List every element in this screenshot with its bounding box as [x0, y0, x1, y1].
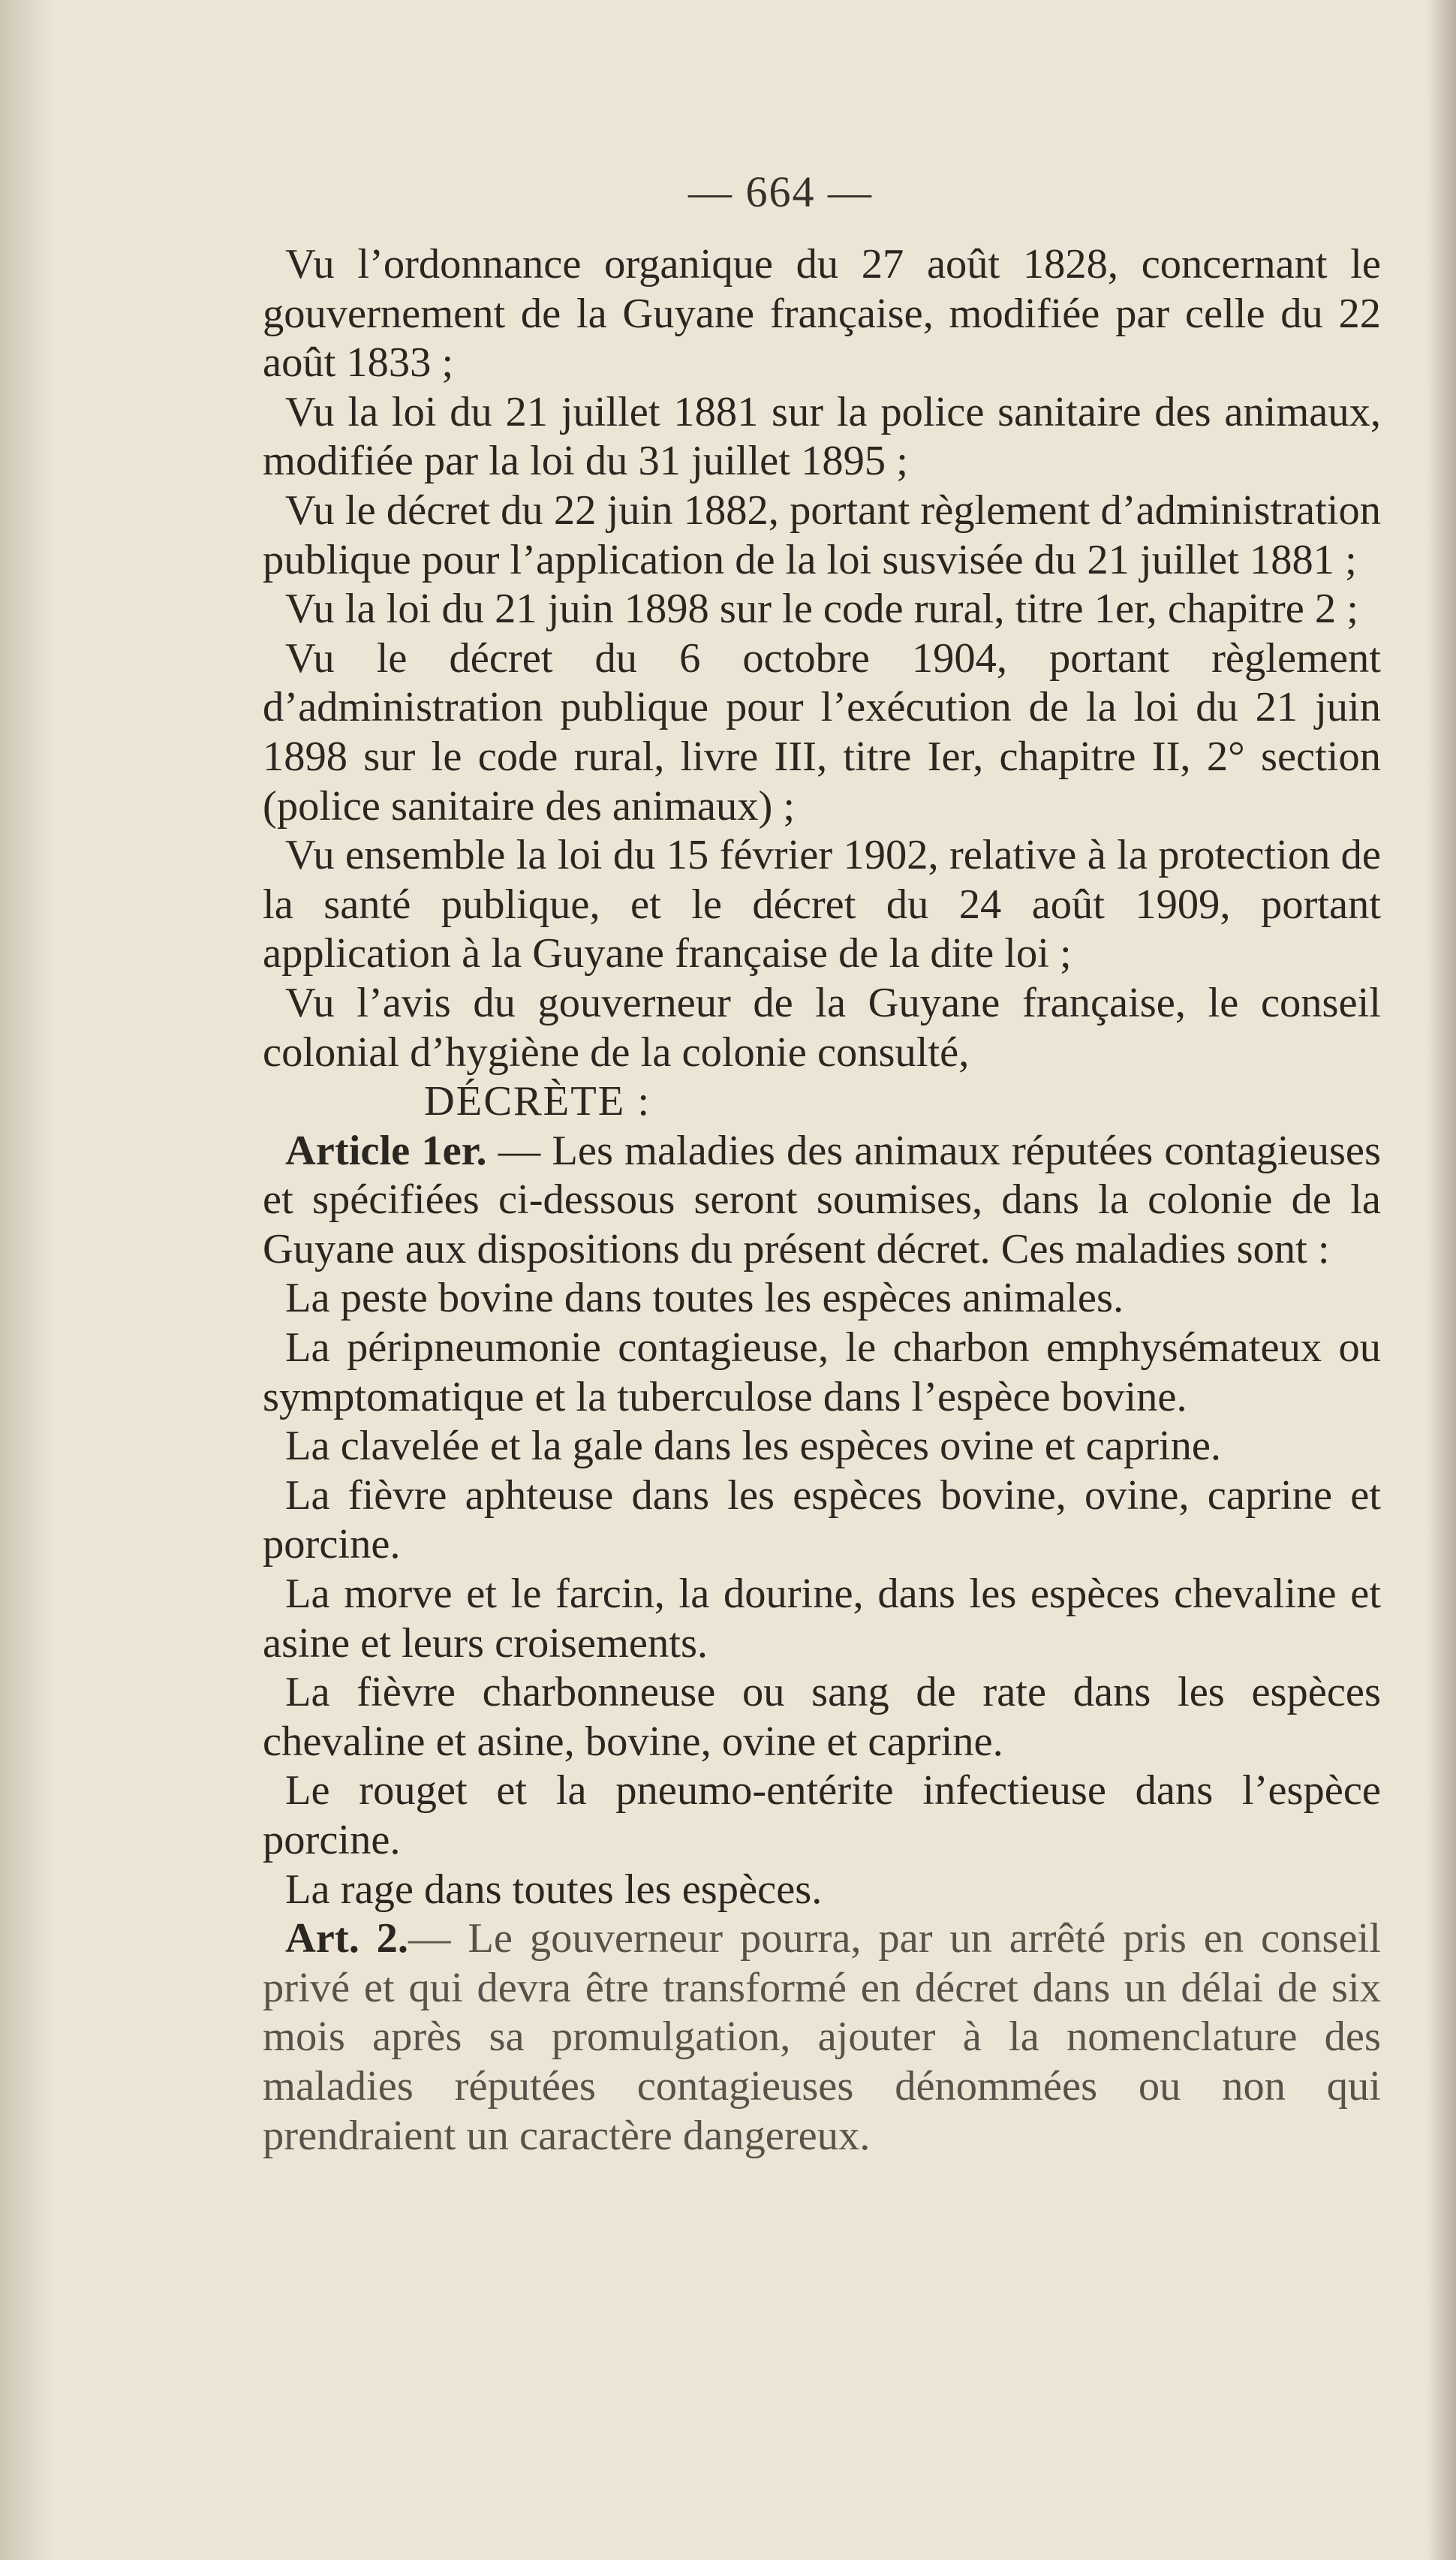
disease-item: La rage dans toutes les espèces.	[285, 1866, 823, 1913]
page-edge-shadow-right	[1426, 0, 1456, 2560]
disease-item: La morve et le farcin, la dourine, dans les espèces chevaline et asine et leurs croisements.	[263, 1571, 1381, 1667]
considerant-paragraph-2: Vu la loi du 21 juillet 1881 sur la police sanitaire des animaux, modifiée par la loi du 31 juillet 1895 ;	[263, 388, 1381, 485]
decree-text	[263, 240, 1381, 2161]
article-2-text: — Le gouverneur pourra, par un arrêté pris en conseil privé et qui devra être transformé en décret dans un délai de six mois après sa promulgation, ajouter à la nomenclature des maladies réputées contagieuses dénommées ou non qui prendraient un caractère dangereux.	[263, 1915, 1381, 2159]
disease-item: La fièvre aphteuse dans les espèces bovine, ovine, caprine et porcine.	[263, 1471, 1381, 1568]
article-2-label: Art. 2.	[285, 1915, 409, 1962]
page-number: — 664 —	[688, 167, 873, 216]
considerant-paragraph-1: Vu l’ordonnance organique du 27 août 1828, concernant le gouvernement de la Guyane française, modifiée par celle du 22 août 1833 ;	[263, 241, 1381, 387]
disease-item: La clavelée et la gale dans les espèces ovine et caprine.	[285, 1423, 1222, 1470]
considerant-paragraph-7: Vu l’avis du gouverneur de la Guyane française, le conseil colonial d’hygiène de la colonie consulté,	[263, 979, 1381, 1076]
disease-item: La péripneumonie contagieuse, le charbon emphysémateux ou symptomatique et la tuberculose dans l’espèce bovine.	[263, 1324, 1381, 1420]
disease-item: La fièvre charbonneuse ou sang de rate dans les espèces chevaline et asine, bovine, ovine et caprine.	[263, 1669, 1381, 1765]
considerant-paragraph-4: Vu la loi du 21 juin 1898 sur le code rural, titre 1er, chapitre 2 ;	[285, 586, 1358, 633]
article-1-paragraph	[263, 1127, 1381, 1275]
page-edge-shadow-left	[0, 0, 53, 2560]
considerant-paragraph-6: Vu ensemble la loi du 15 février 1902, relative à la protection de la santé publique, et le décret du 24 août 1909, portant application à la Guyane française de la dite loi ;	[263, 832, 1381, 977]
decree-heading: DÉCRÈTE :	[424, 1078, 651, 1125]
article-1-text: — Les maladies des animaux réputées contagieuses et spécifiées ci-dessous seront soumises, dans la colonie de la Guyane aux dispositions du présent décret. Ces maladies sont :	[263, 1127, 1381, 1272]
considerant-paragraph-5: Vu le décret du 6 octobre 1904, portant règlement d’administration publique pour l’exécution de la loi du 21 juin 1898 sur le code rural, livre III, titre Ier, chapitre II, 2° section (police sanitaire des animaux) ;	[263, 634, 1381, 830]
article-1-label: Article 1er.	[285, 1127, 487, 1174]
considerant-paragraph-3: Vu le décret du 22 juin 1882, portant règlement d’administration publique pour l’application de la loi susvisée du 21 juillet 1881 ;	[263, 486, 1381, 583]
article-2-paragraph	[263, 1914, 1381, 2161]
disease-item: La peste bovine dans toutes les espèces animales.	[285, 1275, 1124, 1322]
disease-item: Le rouget et la pneumo-entérite infectieuse dans l’espèce porcine.	[263, 1767, 1381, 1863]
